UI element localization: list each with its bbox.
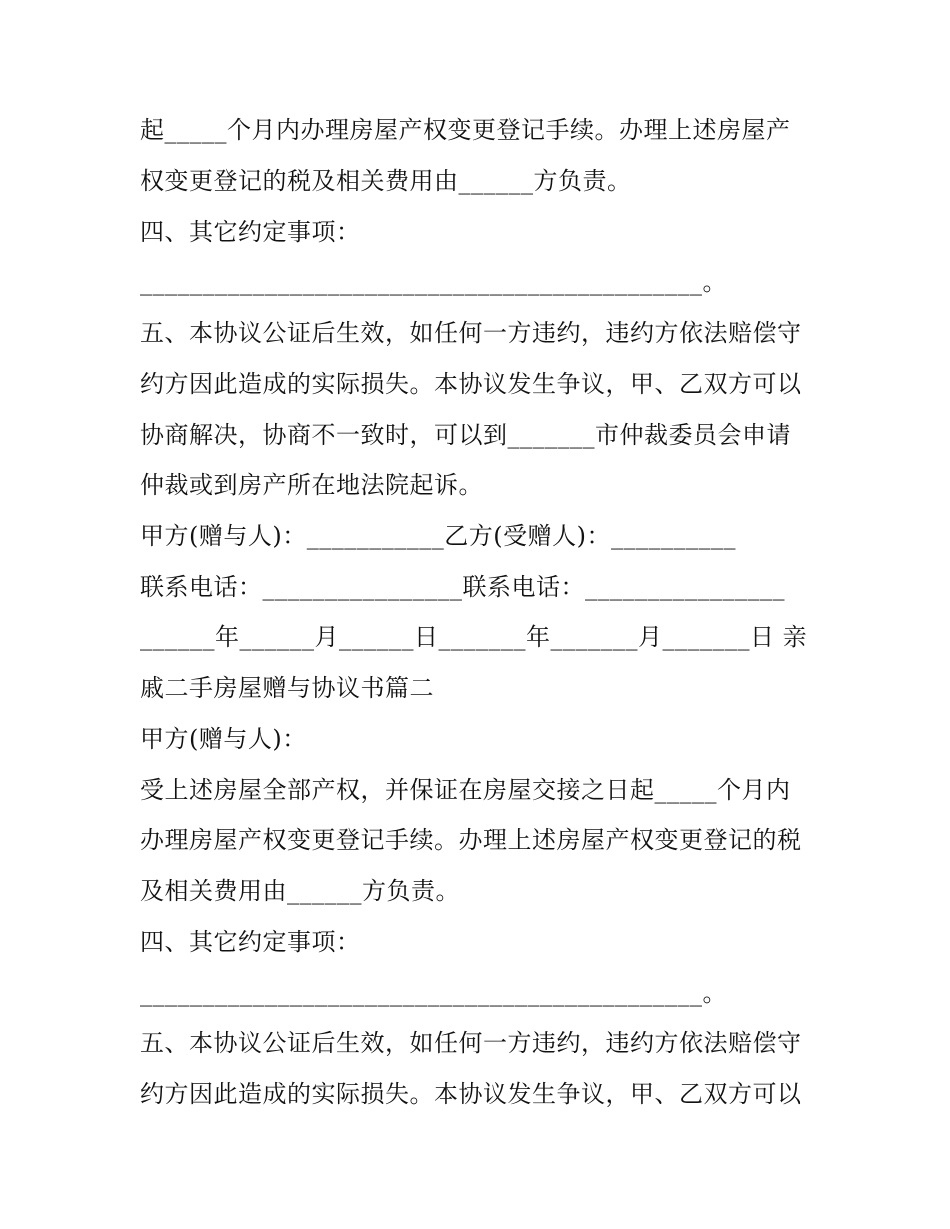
section-heading: 四、其它约定事项： (140, 218, 361, 246)
party-label: 甲方(赠与人)： (140, 725, 307, 753)
phone-line: 联系电话：________________联系电话：________________ (140, 573, 785, 601)
body-text-line: 起_____个月内办理房屋产权变更登记手续。办理上述房屋产 (140, 116, 791, 144)
body-text-line: 受上述房屋全部产权，并保证在房屋交接之日起_____个月内 (140, 776, 791, 804)
section-heading: 四、其它约定事项： (140, 928, 361, 956)
body-text-line: 五、本协议公证后生效，如任何一方违约，违约方依法赔偿守 (140, 319, 802, 347)
blank-fill-line: _____________________________________________。 (140, 979, 727, 1007)
body-text-line: 协商解决，协商不一致时，可以到_______市仲裁委员会申请 (140, 421, 791, 449)
body-text-line: 仲裁或到房产所在地法院起诉。 (140, 471, 483, 499)
body-text-line: 办理房屋产权变更登记手续。办理上述房屋产权变更登记的税 (140, 826, 802, 854)
section-title: 戚二手房屋赠与协议书篇二 (140, 674, 434, 702)
body-text-line: 及相关费用由______方负责。 (140, 877, 460, 905)
signature-line: 甲方(赠与人)：___________乙方(受赠人)：__________ (140, 522, 736, 550)
body-text-line: 五、本协议公证后生效，如任何一方违约，违约方依法赔偿守 (140, 1029, 802, 1057)
blank-fill-line: _____________________________________________。 (140, 268, 727, 296)
body-text-line: 约方因此造成的实际损失。本协议发生争议，甲、乙双方可以 (140, 370, 802, 398)
date-line: ______年______月______日_______年_______月_______日 亲 (140, 623, 808, 651)
body-text-line: 权变更登记的税及相关费用由______方负责。 (140, 167, 632, 195)
body-text-line: 约方因此造成的实际损失。本协议发生争议，甲、乙双方可以 (140, 1080, 802, 1108)
